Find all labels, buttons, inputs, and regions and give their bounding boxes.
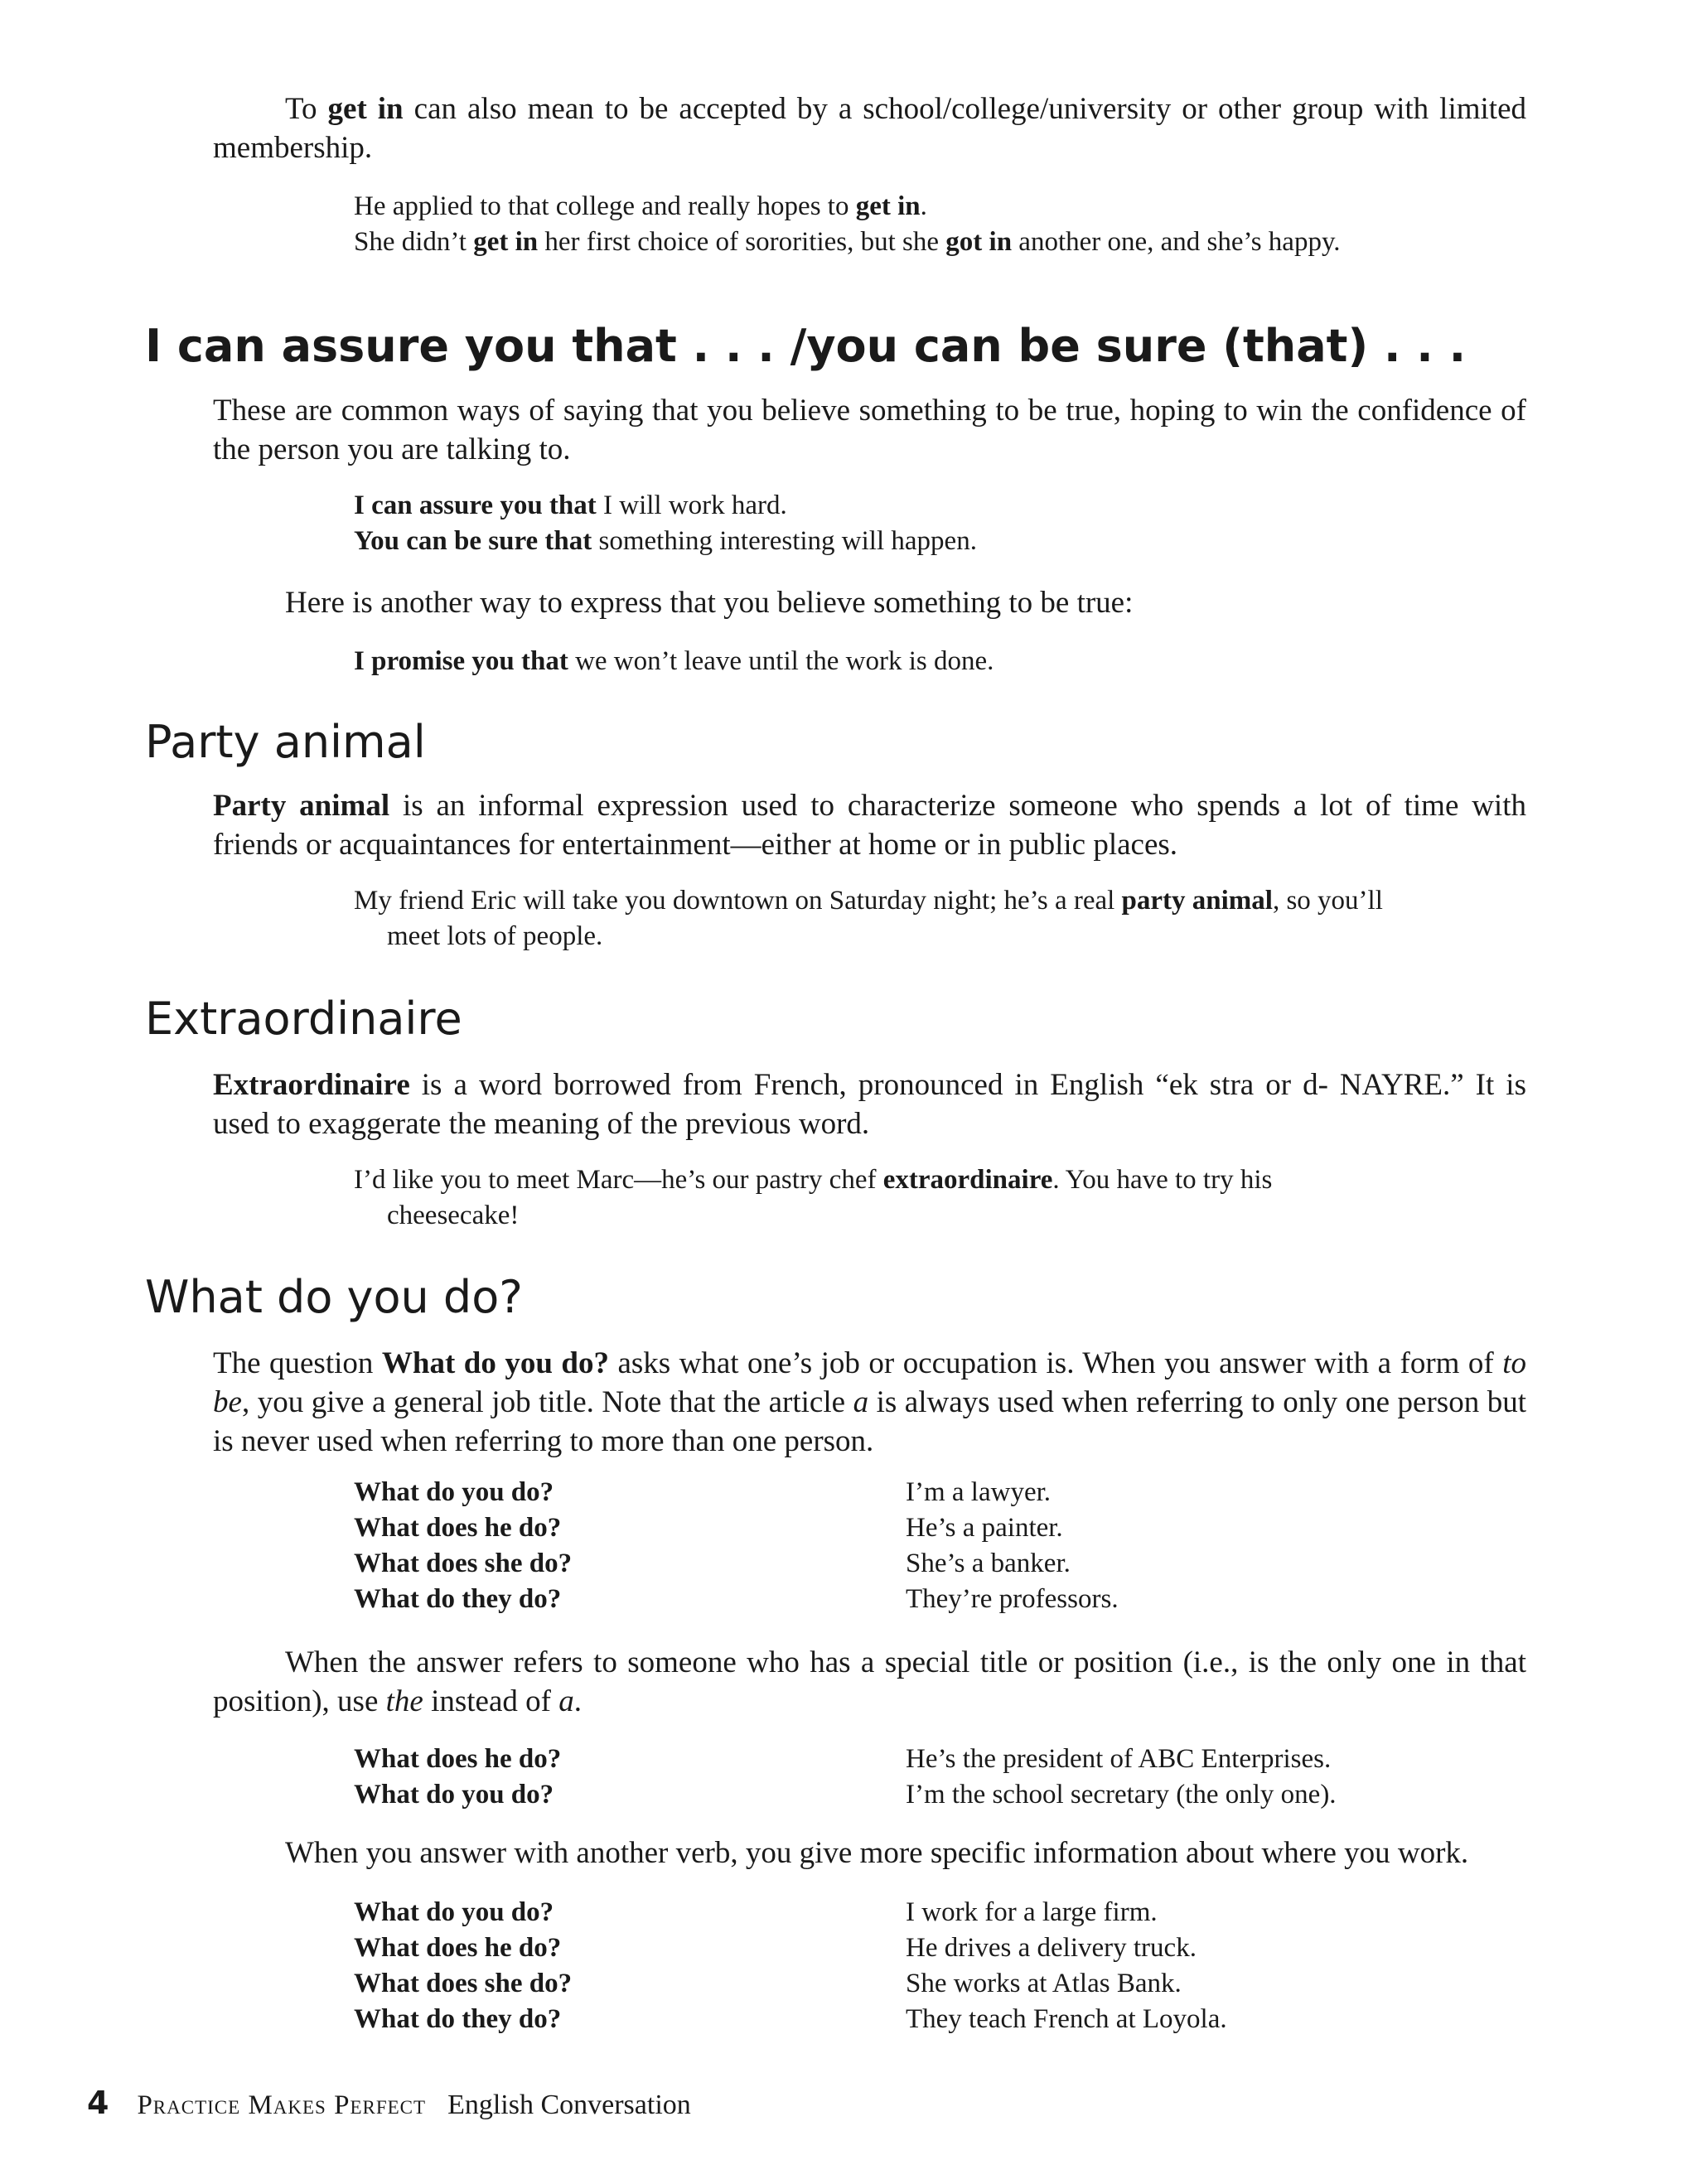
- extraordinaire-example: [354, 1162, 1272, 1234]
- what-do-you-do-paragraph: The question What do you do? asks what one’s job or occupation is. When you answer with a form of to be, you give a general job title. Note that the article a is always used when referring to only one person but is never used when referring to more than one person.: [213, 1346, 1527, 1458]
- example-line: My friend Eric will take you downtown on Saturday night; he’s a real party animal, so you’ll: [354, 886, 1383, 916]
- example-line: I’d like you to meet Marc—he’s our pastry chef extraordinaire. You have to try his: [354, 1165, 1273, 1195]
- assure-paragraph: These are common ways of saying that you believe something to be true, hoping to win the confidence of the person you are talking to.: [213, 394, 1526, 466]
- assure-examples-2: [354, 644, 994, 679]
- get-in-paragraph: To get in can also mean to be accepted by a school/college/university or other group with limited membership.: [213, 92, 1526, 165]
- another-verb-paragraph: When you answer with another verb, you give more specific information about where you work.: [285, 1836, 1469, 1870]
- section-heading-party-animal: Party animal: [145, 716, 426, 768]
- assure-paragraph-2: Here is another way to express that you believe something to be true:: [285, 586, 1134, 620]
- example-line: I promise you that we won’t leave until the work is done.: [354, 646, 994, 676]
- page-footer: [87, 2085, 691, 2124]
- page-number: 4: [87, 2085, 109, 2121]
- section-heading-extraordinaire: Extraordinaire: [145, 993, 462, 1045]
- special-title-paragraph: When the answer refers to someone who has a special title or position (i.e., is the only one in that position), use the instead of a.: [213, 1645, 1526, 1718]
- section-heading-what-do-you-do: What do you do?: [145, 1271, 523, 1323]
- extraordinaire-paragraph: Extraordinaire is a word borrowed from French, pronounced in English “ek stra or d- NAYRE.” It is used to exaggerate the meaning of the previous word.: [213, 1068, 1526, 1141]
- assure-examples: [354, 488, 977, 559]
- get-in-examples: [354, 189, 1341, 260]
- example-continuation: meet lots of people.: [387, 921, 603, 951]
- party-animal-paragraph: Party animal is an informal expression used to characterize someone who spends a lot of time with friends or acquaintances for entertainment—either at home or in public places.: [213, 789, 1526, 862]
- example-continuation: cheesecake!: [387, 1201, 520, 1230]
- example-line: I can assure you that I will work hard.: [354, 490, 787, 520]
- example-line: She didn’t get in her first choice of sororities, but she got in another one, and she’s happy.: [354, 227, 1341, 257]
- series-title: Practice Makes Perfect: [137, 2090, 427, 2120]
- section-heading-assure: I can assure you that . . . /you can be sure (that) . . .: [145, 320, 1467, 372]
- example-line: You can be sure that something interesting will happen.: [354, 526, 977, 556]
- example-line: He applied to that college and really hopes to get in.: [354, 191, 927, 221]
- party-animal-example: [354, 883, 1383, 954]
- book-title: English Conversation: [447, 2090, 691, 2120]
